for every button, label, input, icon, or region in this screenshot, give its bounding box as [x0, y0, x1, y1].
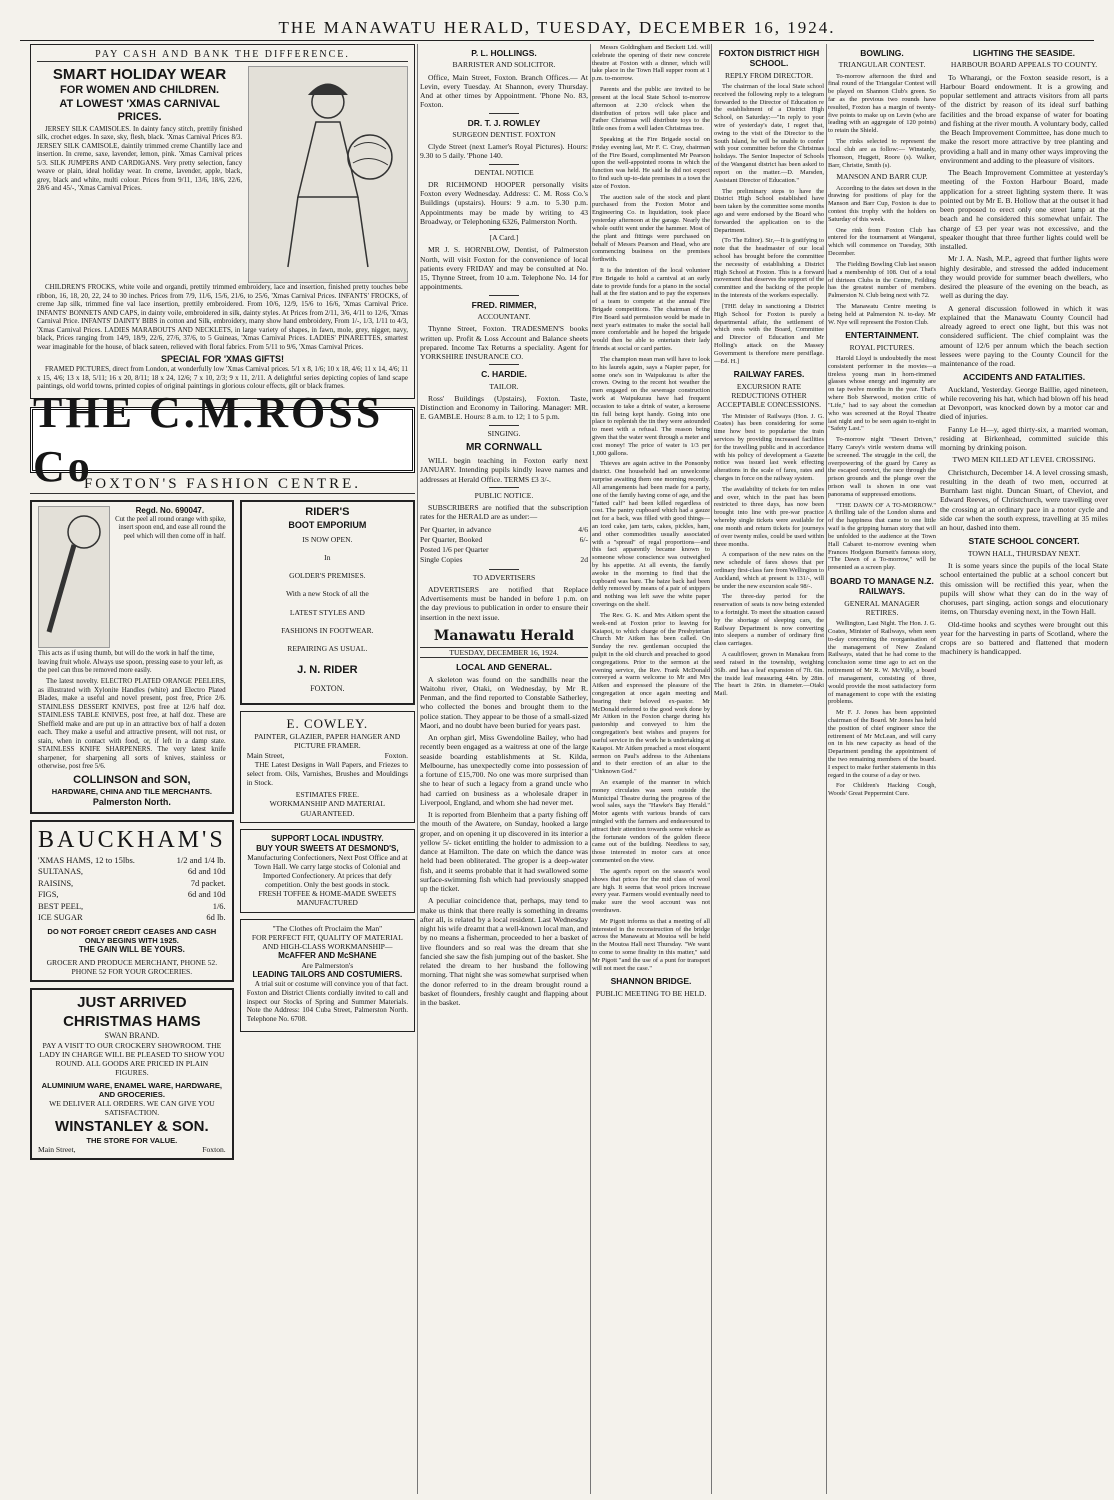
cowley-street: Main Street,	[246, 750, 285, 760]
cowley-body: THE Latest Designs in Wall Papers, and Friezes to select from. Oils, Varnishes, Brushes and Mouldings in Stock.	[246, 759, 408, 788]
rate-row	[420, 545, 588, 555]
ross-subtitle: FOXTON'S FASHION CENTRE.	[30, 475, 415, 494]
rider-town: FOXTON.	[310, 683, 345, 693]
cards-column	[420, 44, 588, 1494]
regd-number: Regd. No. 690047.	[135, 506, 205, 516]
card-body: WILL begin teaching in Foxton early next JANUARY. Intending pupils kindly leave names and addresses at Herald Office. TERMS £3 3/-.	[420, 456, 588, 484]
news-paragraph: The auction sale of the stock and plant purchased from the Foxton Motor and Engineering Co. in liquidation, took place yesterday afternoon at the garage. Nearly the whole outfit went under the hammer. Most of the plant and fittings were purchased on behalf of Messrs Pearson and Head, who are commencing business on the premises forthwith.	[592, 193, 710, 264]
section-title: TWO MEN KILLED AT LEVEL CROSSING.	[952, 455, 1096, 465]
collinson-name: COLLINSON and SON,	[73, 773, 191, 786]
card-sub: BARRISTER AND SOLICITOR.	[452, 60, 556, 70]
cowley-ad	[240, 711, 415, 822]
price-value: 1/2 and 1/4 lb.	[176, 854, 226, 865]
news-paragraph: Mr F. J. Jones has been appointed chairman of the Board. Mr Jones has held the position of chief engineer since the retirement of Mr McLean, and will carry on in his new capacity as head of the Department pending the appointment of the two remaining members of the board. I expect to make further statements in this regard in the course of a day or two.	[828, 709, 936, 779]
section-sub: EXCURSION RATE REDUCTIONS OTHER ACCEPTABLE CONCESSIONS.	[716, 381, 822, 410]
column-rule	[590, 44, 591, 1494]
section-title: RAILWAY FARES.	[733, 369, 805, 380]
rate-value: 2d	[580, 555, 588, 565]
price-item: RAISINS,	[38, 877, 74, 888]
mcaffer-line: FOR PERFECT FIT, QUALITY OF MATERIAL AND HIGH-CLASS WORKMANSHIP—	[251, 932, 403, 951]
price-row	[38, 855, 226, 866]
column-rule	[711, 44, 712, 1494]
column-rule	[826, 44, 827, 1494]
price-item: ICE SUGAR	[38, 912, 83, 923]
card-title: TO ADVERTISERS	[472, 572, 536, 582]
card-body: Ross' Buildings (Upstairs), Foxton. Taste, Distinction and Economy in Tailoring. Manager: MR. E. GAMBLE. Hours: 8 a.m. to 12; 1 to 5 p.m.	[420, 393, 588, 422]
card-title: P. L. HOLLINGS.	[471, 48, 537, 58]
rate-row	[420, 555, 588, 565]
price-value: 6d lb.	[206, 912, 226, 923]
ad-banner: PAY CASH AND BANK THE DIFFERENCE.	[37, 49, 408, 62]
rider-ad	[240, 500, 415, 705]
mcaffer-ad	[240, 919, 415, 1032]
news-column-6	[940, 44, 1108, 1494]
card-title: C. HARDIE.	[481, 369, 527, 380]
peeler-caption: Cut the peel all round orange with spike, insert spoon end, and ease all round the peel which will then come off in half.	[115, 516, 226, 540]
collinson-body: The latest novelty. ELECTRO PLATED ORANGE PEELERS, as illustrated with Xylonite Handles (white) and Electro Plated Blades, make a useful and novel present, post free, Price 2/6. STAINLESS DESSERT KNIVES, post free at 12/6 half doz. STAINLESS TABLE KNIVES, post free, at half doz. These are Sheffield make and are put up in an attractive box of half a dozen each. They make a useful and attractive present, will not rust, or stain, when in contact with food, or, if left in a damp state. STAINLESS KNIFE SHARPENERS. The very latest knife sharpener, for sharpening all sorts of knives, stainless or otherwise, post free 5/6.	[38, 677, 226, 771]
news-paragraph: [THE delay in sanctioning a District High School for Foxton is purely a departmental affair, the settlement of which rests with the Board, Committee and Director of Education and Mr Holling's attack on the Massey Government is therefore mere persiflage.—Ed. H.]	[714, 302, 824, 365]
card-title: SINGING.	[487, 428, 521, 438]
news-paragraph: Wellington, Last Night. The Hon. J. G. Coates, Minister of Railways, when seen to-day concerning the reorganisation of the management of New Zealand Railways, stated that he had come to the conclusion some time ago to act on the retirement of Mr R. W. McVilly, a board of management, consisting of three, would provide the most satisfactory form of management to cope with the existing problems.	[828, 620, 936, 706]
news-paragraph: To Wharangi, or the Foxton seaside resort, is a Harbour Board endowment. It is a growing and popular settlement and attracts visitors from all parts of the district by reason of its ideal surf bathing facilities and the broad expanse of water for boating and fishing at the river mouth. A voluntary body, called the Beach Improvement Committee, has done much to make the resort more attractive by tree planting and providing a hall and in many other ways improving the environment and adding to the pleasure of visitors.	[940, 72, 1108, 165]
mcaffer-name: McAFFER AND McSHANE	[278, 951, 377, 961]
section-title: FOXTON DISTRICT HIGH SCHOOL.	[718, 48, 820, 69]
news-column-5	[828, 44, 936, 1494]
price-value: 1/6.	[212, 900, 226, 911]
news-paragraph: To-morrow afternoon the third and final round of the Triangular Contest will be played on Shannon Club's green. So far as the previous two rounds have resulted, Foxton has a margin of twenty-five points to make up on Levin (who are leading with an aggregate of 120 points) to retain the Shield.	[828, 72, 936, 135]
price-value: 6d and 10d	[187, 866, 226, 877]
news-paragraph: The three-day period for the reservation of seats is now being extended to a fortnight. To meet the situation caused by the shortage of sleeping cars, the Railway Department is now converting into sleepers a number of ordinary first class carriages.	[714, 593, 824, 648]
mcaffer-line: LEADING TAILORS AND COSTUMIERS.	[252, 970, 403, 980]
lighting-article	[940, 73, 1108, 369]
news-paragraph: Mr J. A. Nash, M.P., agreed that further lights were highly desirable, and stressed the added inducement they would provide for summer beach dwellers, who desired the pleasure of the evening on the beach, as well as during the day.	[940, 254, 1108, 301]
subscription-rates	[420, 525, 588, 566]
ad-subheadline: AT LOWEST 'XMAS CARNIVAL PRICES.	[59, 97, 220, 124]
section-title: ACCIDENTS AND FATALITIES.	[962, 372, 1086, 383]
news-paragraph: Thieves are again active in the Ponsonby district. One household had an unwelcome surprise awaiting them one morning recently. All arrangements had been made for a party, one of the family having come of age, and the "fatted calf" had been killed regardless of cost. The pantry cupboard which had a gauze net for a back, was filled with good things—an iced cake, jam tarts, cakes, pickles, ham, and other commodities usually associated with a "spread" of regal proportions—and this fact apparently became known to someone whose conscience was outweighed by his appetite. At all events, the family awoke in the morning to find that the cupboard was bare. The baize back had been deftly removed by means of a pair of snippers and nothing was left save the white paper coverings on the shelf.	[592, 460, 710, 609]
news-paragraph: Old-time hooks and scythes were brought out this year for the harvesting in parts of Scotland, where the crops are so battered and flattened that modern machinery is handicapped.	[940, 619, 1108, 657]
card-title: DENTAL NOTICE	[474, 167, 534, 177]
news-paragraph: An example of the manner in which money circulates was seen outside the Municipal Theatre during the progress of the wool sales, says the "Hawke's Bay Herald." Motor agents with various brands of cars mingled with the farmers and endeavoured to attract their attention towards some vehicle as the fortunate vendors of the golden fleece came out of the building. Needless to say, those interested in motor cars at once commented on the view.	[592, 778, 710, 865]
news-paragraph: The availability of tickets for ten miles and over, which in the past has been restricted to three days, has now been brought into line with pre-war practice whereby single tickets were available for one month and return tickets for journeys of over twenty miles, could be used within three months.	[714, 485, 824, 548]
desmond-body: Manufacturing Confectioners, Next Post Office and at Town Hall. We carry large stocks of Colonial and Imported Confectionery. At prices that defy competition. Only the best goods in stock.	[247, 853, 408, 890]
rate-row	[420, 535, 588, 545]
section-sub: GENERAL MANAGER RETIRES.	[844, 598, 920, 617]
news-paragraph: It is some years since the pupils of the local State school entertained the public at a school concert but this omission will be rectified this year, when the pupils will show what they can do in the way of choruses, part singing, action songs and elocutionary items, on Thursday evening next, in the Town Hall.	[940, 561, 1108, 617]
section-title: MANSON AND BARR CUP.	[836, 172, 928, 182]
desmond-ad	[240, 829, 415, 913]
card-sub: ACCOUNTANT.	[477, 312, 531, 322]
rate-value: 6/-	[579, 534, 588, 544]
news-paragraph: (To The Editor). Sir,—It is gratifying to note that the headmaster of our local school has brought before the committee the necessity of establishing a District High School at Foxton. This is a forward movement that deserves the support of the committee and the backing of the people in the interests of the workers especially.	[714, 237, 824, 300]
winstanley-tag: THE STORE FOR VALUE.	[86, 1135, 178, 1145]
card-sub: SURGEON DENTIST. FOXTON	[452, 129, 556, 139]
price-list	[38, 855, 226, 924]
card-title: PUBLIC NOTICE.	[474, 490, 534, 500]
ross-logo: THE C.M.ROSS Co	[30, 407, 415, 473]
price-item: 'XMAS HAMS, 12 to 15lbs.	[38, 854, 135, 865]
price-row	[38, 866, 226, 877]
rate-label: Posted 1/6 per Quarter	[420, 545, 489, 555]
news-paragraph: Fanny Le H—y, aged thirty-six, a married woman, residing at Birkenhead, committed suicide this morning by drinking poison.	[940, 424, 1108, 453]
news-paragraph: One rink from Foxton Club has entered for the tournament at Wanganui, which will commence on Tuesday, 30th December.	[828, 226, 936, 258]
news-paragraph: Messrs Goldingham and Beckett Ltd. will celebrate the opening of their new concrete theatre at Foxton with a dinner, which will take place in the Town Hall supper room at 1 p.m. to-morrow.	[592, 44, 710, 83]
rate-label: Per Quarter, in advance	[420, 524, 492, 534]
ads-column	[30, 44, 415, 1494]
ad-headline: SMART HOLIDAY WEAR	[52, 66, 227, 84]
rider-line: LATEST STYLES AND	[289, 607, 365, 617]
card-title: [A Card.]	[489, 233, 519, 243]
section-title: LOCAL AND GENERAL.	[456, 662, 552, 673]
mcaffer-quote: "The Clothes oft Proclaim the Man"	[272, 923, 383, 933]
news-paragraph: Speaking at the Fire Brigade social on Friday evening last, Mr F. C. Cray, chairman of the Fire Board, complimented Mr Pearson upon the well-appointed rooms in which the function was held. He said he did not expect to find such up-to-date premises in a town the size of Foxton.	[592, 135, 710, 190]
desmond-title: SUPPORT LOCAL INDUSTRY.	[271, 833, 384, 843]
hams-body: PAY A VISIT TO OUR CROCKERY SHOWROOM. THE LADY IN CHARGE WILL BE PLEASED TO SHOW YOU ROUND. ALL GOODS ARE PRICED IN PLAIN FIGURES.	[39, 1040, 225, 1078]
section-title: ENTERTAINMENT.	[845, 330, 919, 341]
section-sub: ROYAL PICTURES.	[849, 342, 915, 352]
news-paragraph: Parents and the public are invited to be present at the local State School to-morrow afternoon at 2.30 o'clock when the distribution of prizes will take place and Father Christmas will distribute toys to the little ones from a well laden Christmas tree.	[592, 86, 710, 133]
section-sub: PUBLIC MEETING TO BE HELD.	[595, 988, 707, 998]
peeler-icon	[39, 507, 109, 647]
bauckham-ad	[30, 820, 234, 983]
news-paragraph: A comparison of the new rates on the new schedule of fares shows that per ordinary first-class fare from Wellington to Auckland, which at present is 131/-, will be under the new excursion scale 98/-.	[714, 551, 824, 590]
news-paragraph: For Children's Hacking Cough, Woods' Great Peppermint Cure.	[828, 782, 936, 798]
mcaffer-line: Are Palmerston's	[301, 961, 354, 970]
card-title: DR. T. J. ROWLEY	[467, 117, 541, 128]
concert-article	[940, 561, 1108, 657]
rider-line: With a new Stock of all the	[285, 589, 369, 599]
ad-special: SPECIAL FOR 'XMAS GIFTS!	[161, 354, 284, 365]
grocer-footer: GROCER AND PRODUCE MERCHANT, PHONE 52. PHONE 52 FOR YOUR GROCERIES.	[46, 957, 218, 977]
section-title: BOARD TO MANAGE N.Z. RAILWAYS.	[830, 575, 934, 597]
news-paragraph: A peculiar coincidence that, perhaps, may tend to make us think that there really is something in dreams after all, is related by a local resident. Last Wednesday night his wife dreamt that a well-known local man, and by no means a fisherman, proceeded to her a basket of live flounders and so real was the dream that she fancied she saw the fish jumping out of the basket. She related the dream to her husband the following morning. That night she was somewhat surprised when the donor referred to in the dream brought round a basket of flounders, freshly caught and flapping about in the basket.	[420, 896, 588, 1008]
cowley-est: ESTIMATES FREE.	[295, 790, 359, 800]
rate-value: 4/6	[578, 524, 588, 534]
collinson-town: Palmerston North.	[92, 796, 171, 807]
rider-line: In	[324, 552, 331, 562]
cowley-town: Foxton.	[384, 750, 408, 760]
news-column-4	[714, 44, 824, 1494]
section-sub: TOWN HALL, THURSDAY NEXT.	[967, 548, 1081, 558]
column-rule	[417, 44, 418, 1494]
orange-peeler-illustration	[38, 506, 110, 648]
desmond-fresh: FRESH TOFFEE & HOME-MADE SWEETS MANUFACTURED	[258, 889, 397, 908]
news-column-3	[592, 44, 710, 1494]
news-paragraph: The champion mean man will have to look to his laurels again, says a Napier paper, for some one's son in Waipukurau is after the crown. Owing to the recent hot weather the men engaged on the sewerage construction work at Waipukurau have had frequent occasion to take a drink of water, a kerosene tin full being kept handy. Going into one place to replenish the tin they were astounded to meet with a refusal. The reason being given that the water went through a meter and cost money! The price of water is 1/3 per 1,000 gallons.	[592, 355, 710, 457]
woman-figure-icon	[249, 67, 407, 282]
hams-deliver: WE DELIVER ALL ORDERS. WE CAN GIVE YOU SATISFACTION.	[49, 1099, 215, 1118]
news-paragraph: It is reported from Blenheim that a party fishing off the mouth of the Awatere, on Sunday, hooked a large groper, and on opening it up discovered in its interior a yellow 5/- ticket entitling the holder to admission to a dance at Hamilton. The date on which the dance was held had been obliterated. The groper is a deep-water fish, and it seems probable that it had swallowed some surface-swimming fish which had previously snapped up the ticket.	[420, 810, 588, 894]
section-sub: TRIANGULAR CONTEST.	[838, 60, 926, 70]
local-news	[420, 675, 588, 1008]
winstanley-street: Main Street,	[38, 1145, 76, 1155]
news-paragraph: The Manawatu Centre meeting is being held at Palmerston N. to-day. Mr W. Nye will represent the Foxton Club.	[828, 302, 936, 326]
herald-date: TUESDAY, DECEMBER 16, 1924.	[420, 647, 588, 658]
rider-line: IS NOW OPEN.	[302, 534, 353, 544]
section-title: BOWLING.	[860, 48, 904, 58]
rate-label: Single Copies	[420, 555, 463, 565]
news-paragraph: Christchurch, December 14. A level crossing smash, resulting in the death of two men, occurred at Burnham last night. Duncan Stuart, of Cheviot, and Edward Reeves, of Christchurch, were travelling over the crossing at an ordinary pace in a motor cycle and side car when the south express, travelling at 35 miles an hour, dashed into them.	[940, 467, 1108, 533]
bauckham-title: BAUCKHAM'S	[38, 826, 226, 853]
rider-line: FASHIONS IN FOOTWEAR.	[281, 625, 374, 635]
news-paragraph: Mr Pigott informs us that a meeting of all interested in the reconstruction of the bridge across the Manawatu at Moutoa will be held in the Moutoa Hall next Thursday. "We want to come to some finality in this matter," said Mr Pigott "and the use of a punt for transport will not meet the case."	[592, 917, 710, 972]
news-paragraph: Harold Lloyd is undoubtedly the most consistent performer in the movies—a tireless young man in horn-rimmed glasses whose energy and ingenuity are on tap twelve months in the year. That's where Bob Sherwood, motion critic of "Life," had to say about the comedian who was screened at the Royal Theatre last night and to be seen again to-night in "Safety Last."	[828, 355, 936, 433]
crossing-article	[940, 468, 1108, 533]
price-row	[38, 901, 226, 912]
news-paragraph: A skeleton was found on the sandhills near the Waitohu river, Otaki, on Wednesday, by Mr R. Penman, and the find reported to Constable Satherley, who collected the bones and brought them to the police station. They appear to be those of a small-sized Maori, and no doubt have been buried for years past.	[420, 674, 588, 730]
hams-title-1: JUST ARRIVED	[77, 994, 187, 1012]
news-paragraph: The Minister of Railways (Hon. J. G. Coates) has been considering for some time how best to popularise the train services by providing increased facilities for the travelling public and in accordance with his policy of development a Gazette notice was issued last week effecting alterations in the scale of fares, rates and charges in force on the railway system.	[714, 412, 824, 483]
rider-line: REPAIRING AS USUAL.	[287, 643, 368, 653]
ad-body-3: FRAMED PICTURES, direct from London, at wonderfully low 'Xmas Carnival prices. 5/1 x 8, 1/6; 10 x 18, 4/6; 11 x 14, 4/6; 11 x 15, 4/6; 13 x 18, 5/11; 16 x 20, 8/11; 18 x 24, 12/6; 7 x 10, 2/3; 9 x 11, 2/11. A delightful series depicting copies of land scape paintings, old world towns, printed copies of original paintings in glorious colour effects, gilt or black frames.	[37, 365, 408, 391]
winstanley-town: Foxton.	[202, 1145, 226, 1155]
news-paragraph: The rinks selected to represent the local club are as follow:— Winstanly, Thomson, Huggett, Roore (s). Walker, Barr, Christie, Smith (s).	[828, 138, 936, 169]
rider-title: RIDER'S	[305, 506, 350, 519]
cowley-work: WORKMANSHIP AND MATERIAL GUARANTEED.	[269, 799, 385, 818]
news-paragraph: A cauliflower, grown in Manakau from seed raised in the township, weighing 36lb. and has a leaf expansion of 7ft. 6in. the inside leaf measuring 44in. by 28in. The heart is 26in. in diameter.—Otaki Mail.	[714, 651, 824, 698]
news-paragraph: A general discussion followed in which it was explained that the Manawatu County Council had already agreed to erect one light, but this was not considered sufficient. The chief complaint was the amount of 12/6 per annum which the beach section lessees were paying to the County Council for the maintenance of the road.	[940, 303, 1108, 369]
section-title: LIGHTING THE SEASIDE.	[972, 48, 1075, 58]
peeler-caption-2: This acts as if using thumb, but will do the work in half the time, leaving fruit whole. Always use spoon, pressing ease to your left, as the peel can thus be removed more easily.	[38, 650, 223, 674]
price-value: 7d packet.	[190, 877, 226, 888]
rate-row	[420, 525, 588, 535]
price-value: 6d and 10d	[187, 889, 226, 900]
price-row	[38, 878, 226, 889]
card-title: FRED. RIMMER,	[471, 299, 537, 310]
card-body: ADVERTISERS are notified that Replace Advertisements must be handed in before 1 p.m. on the day previous to publication in order to ensure their insertion in the next issue.	[420, 584, 588, 622]
rider-line: GOLDER'S PREMISES.	[289, 571, 366, 581]
section-sub: HARBOUR BOARD APPEALS TO COUNTY.	[950, 60, 1098, 70]
masthead: THE MANAWATU HERALD, TUESDAY, DECEMBER 16, 1924.	[20, 18, 1094, 41]
hams-brand: SWAN BRAND.	[104, 1030, 160, 1040]
news-paragraph: The Fielding Bowling Club last season had a membership of 108. Out of a total of thirteen Clubs in the Centre, Feilding has the greatest number of members. Palmerston N. Club being next with 72.	[828, 260, 936, 300]
card-body: MR J. S. HORNBLOW, Dentist, of Palmerston North, will visit Foxton for the convenience of local patients every FRIDAY and may be consulted at No. 15, Thynne Street, from 10 a.m. Telephone No. 14 for appointments.	[420, 245, 588, 292]
price-row	[38, 912, 226, 923]
card-body: SUBSCRIBERS are notified that the subscription rates for the HERALD are as under:—	[420, 503, 588, 522]
collinson-trade: HARDWARE, CHINA AND TILE MERCHANTS.	[51, 787, 212, 797]
section-title: SHANNON BRIDGE.	[610, 976, 692, 987]
news-paragraph: It is the intention of the local volunteer Fire Brigade to hold a carnival at an early date to provide funds for a piano in the social hall at the fire station and to pay the expenses of a team to compete at the annual Fire Brigade competitions. The chairman of the Fire Board said permission would be made in next year's estimates to make the social hall more comfortable and he hoped the brigade would then be able to entertain their lady friends at social or card parties.	[592, 266, 710, 353]
news-paragraph: The preliminary steps to have the District High School established have been taken by the committee some months ago and were endorsed by the Board who forwarded the application on to the Department.	[714, 187, 824, 234]
news-paragraph: According to the dates set down in the drawing for positions of play for the Manson and Barr Cup, Foxton is due to contest this trophy with the holders on Saturday of this week.	[828, 184, 936, 223]
holiday-wear-ad	[30, 44, 415, 399]
accidents-article	[940, 385, 1108, 453]
hams-title-2: CHRISTMAS HAMS	[63, 1012, 201, 1030]
card-sub: TAILOR.	[489, 381, 519, 391]
news-paragraph: "THE DAWN OF A TO-MORROW." A thrilling tale of the London slums and of the happiness that came to one little waif is the gripping human story that will be unfolded to the audience at the Town Hall Cabaret to-morrow evening when Frances Hodgson Burnett's famous story, "The Dawn of a To-morrow," will be presented as a screen play.	[828, 501, 936, 572]
rate-label: Per Quarter, Booked	[420, 534, 483, 544]
rider-name: J. N. RIDER	[297, 664, 358, 677]
price-item: SULTANAS,	[38, 866, 84, 877]
news-paragraph: The Rev. G. K. and Mrs Aitken spent the week-end at Foxton prior to leaving for Kaiapoi, to which charge of the Presbyterian Church Mr Aitken has been called. On Sunday the rev. gentleman occupied the pulpit in the old church and preached to good congregations. Prior to the sermon at the evening service, the Rev. Frank McDonald conveyed a warm welcome to Mr and Mrs Aitken and expressed the pleasure of the congregation at once again meeting and hearing their beloved ex-pastor. Mr McDonald referred to the good work done by Mr Aitken in the Foxton charge during his pastorship and conveyed to him the congregation's best wishes and prayers for useful service in the work he is undertaking at Kaiapoi. Mr Aitken preached a most eloquent sermon on Paul's address to the Athenians and to their erection of an altar to the "Unknown God."	[592, 611, 710, 776]
section-sub: REPLY FROM DIRECTOR.	[724, 70, 814, 80]
card-body: Clyde Street (next Lamer's Royal Pictures). Hours: 9.30 to 5 daily. 'Phone 140.	[420, 142, 588, 161]
price-row	[38, 889, 226, 900]
news-paragraph: The Beach Improvement Committee at yesterday's meeting of the Foxton Harbour Board, made application for a street lighting system there. It was pointed out by Mr E. B. Hollow that at the outset it had been proposed to erect only one street lamp at the beach and he considered this somewhat unfair. The charge of £3 per year was not excessive, and the speaker thought that three further lights could well be installed.	[940, 168, 1108, 252]
news-paragraph: The agent's report on the season's wool shows that prices for the mid class of wool are high. It seems that wool prices increase every year. Farmers would eventually need to make sure the wool account was not overdrawn.	[592, 867, 710, 914]
desmond-sub: BUY YOUR SWEETS AT DESMOND'S,	[256, 843, 399, 853]
ad-subheadline: FOR WOMEN AND CHILDREN.	[60, 84, 220, 97]
news-paragraph: An orphan girl, Miss Gwendoline Bailey, who had recently been engaged as a waitress at one of the large seaside boarding establishments at St. Kilda, Melbourne, has unexpectedly come into possession of a fortune of £15,700. No one was more surprised than she to hear of such a legacy from a grand uncle who had carried on business as a wholesale draper in Liverpool, England, and whom she had never met.	[420, 733, 588, 807]
price-item: FIGS,	[38, 889, 59, 900]
mcaffer-body: A trial suit or costume will convince you of that fact. Foxton and District Clients cordially invited to call and inspect our Stocks of Spring and Summer Materials. Note the Address: 104 Cuba Street, Palmerston North. Telephone No. 6708.	[246, 980, 408, 1024]
card-name: MR CORNWALL	[465, 441, 543, 453]
price-item: BEST PEEL,	[38, 900, 84, 911]
card-body: Thynne Street, Foxton. TRADESMEN'S books written up. Profit & Loss Account and Balance sheets prepared. Income Tax Returns a speciality. Agent for YORKSHIRE INSURANCE CO.	[420, 324, 588, 362]
ad-body-2: CHILDREN'S FROCKS, white voile and organdi, prettily trimmed embroidery, lace and insertion, finished pretty touches bebe ribbon, 16, 18, 20, 22, 24 to 30 inches. Prices from 7/9, 11/6, 15/6, 21/6, to 25/6, 'Xmas Carnival Prices. INFANTS' FROCKS, of creme Jap silk, trimmed fine val lace insertion, prettily embroidered. From 10/6, 12/9, 15/6 to 16/6, 'Xmas Carnival Price. INFANTS' BONNETS AND CAPS, in dainty voile, embroidered in silk, dainty styles. At Prices from 2/11, 3/6, 4/11 to 12/6, 'Xmas Carnival Price. INFANTS' DAINTY BIBS in cotton and Silk, embroidery, many show hand embroidery, From 1/-, 1/3, 1/11 to 4/3, 'Xmas Carnival Prices. LADIES MARABOUTS AND NECKLETS, in large variety of shapes, in fawn, mole, grey, nigger, navy, black, Prices ranging from 14/9, 18/9, 22/6, 27/6, 37/6, to 5 Guineas, 'Xmas Carnival Prices. LADIES' PINARETTES, smartest wear imaginable for the house, of black sateen, relieved with floral fabrics. From 5/11 to 9/6, 'Xmas Carnival Prices.	[37, 283, 408, 351]
fashion-illustration	[248, 66, 408, 283]
news-paragraph: Auckland, Yesterday. George Baillie, aged nineteen, while recovering his hat, which had blown off his head at Devonport, was knocked down by a motor car and died of injuries.	[940, 384, 1108, 422]
credit-notice: DO NOT FORGET CREDIT CEASES AND CASH ONLY BEGINS WITH 1925.	[47, 926, 217, 945]
card-body: Office, Main Street, Foxton. Branch Offices.— At Levin, every Tuesday. At Shannon, every Thursday. And at other times by Appointment. 'Phone No. 83, Foxton.	[420, 72, 588, 110]
cowley-sub: PAINTER, GLAZIER, PAPER HANGER AND PICTURE FRAMER.	[254, 732, 401, 751]
winstanley-name: WINSTANLEY & SON.	[55, 1117, 209, 1135]
news-paragraph: The chairman of the local State school received the following reply to a telegram forwarded to the Director of Education re the establishment of a District High School, on Saturday:—"In reply to your wire of yesterday's date, I regret that, owing to the visit of the Director to the South Island, he will be unable to confer with your committee before the Christmas holidays. The Senior Inspector of Schools of the Wanganui district has been asked to report on the matter.—D. Marsden, Assistant Director of Education."	[714, 82, 824, 184]
news-paragraph: To-morrow night "Desert Driven," Harry Carey's virile western drama will be screened. The struggle in the cell, the overpowering of the guard by Carey as the escaped convict, the race through the prison grounds and the plunge over the prison wall is shown in one vast panorama of suppressed emotions.	[828, 436, 936, 498]
section-title: STATE SCHOOL CONCERT.	[968, 536, 1080, 547]
card-body: DR RICHMOND HOOPER personally visits Foxton every Wednesday. Address: C. M. Ross Co.'s Buildings (upstairs). Hours: 9 a.m. to 5.30 p.m. Appointments may be made by writing to 43 Broadway, or Telephoning 6326, Palmerston North.	[420, 179, 588, 226]
hams-ware: ALUMINIUM WARE, ENAMEL WARE, HARDWARE, AND GROCERIES.	[41, 1080, 223, 1099]
ad-body: JERSEY SILK CAMISOLES. In dainty fancy stitch, prettily finished silk, crochet edges. In saxe, sky, flesh, black. 'Xmas Carnival Prices 8/3. JERSEY SILK CAMISOLE, daintily trimmed creme Chantilly lace and insertion. In creme, saxe, lavender, lemon, pink. 'Xmas Carnival prices 5/3. SILK JUMPERS AND CARDIGANS. Very pretty selection, fancy weave or plain, ideal holiday wear. In creme, lavender, apple, black, grey, black and white, multi colour. Prices from 9/11, 13/6, 18/6, 22/6, 28/6 and 45/-, 'Xmas Carnival Prices.	[37, 124, 243, 193]
rider-sub: BOOT EMPORIUM	[288, 519, 367, 530]
winstanley-ad	[30, 988, 234, 1160]
collinson-ad	[30, 500, 234, 813]
gain-notice: THE GAIN WILL BE YOURS.	[78, 945, 185, 955]
herald-nameplate: Manawatu Herald	[433, 627, 575, 644]
cowley-title: E. COWLEY.	[286, 716, 369, 732]
